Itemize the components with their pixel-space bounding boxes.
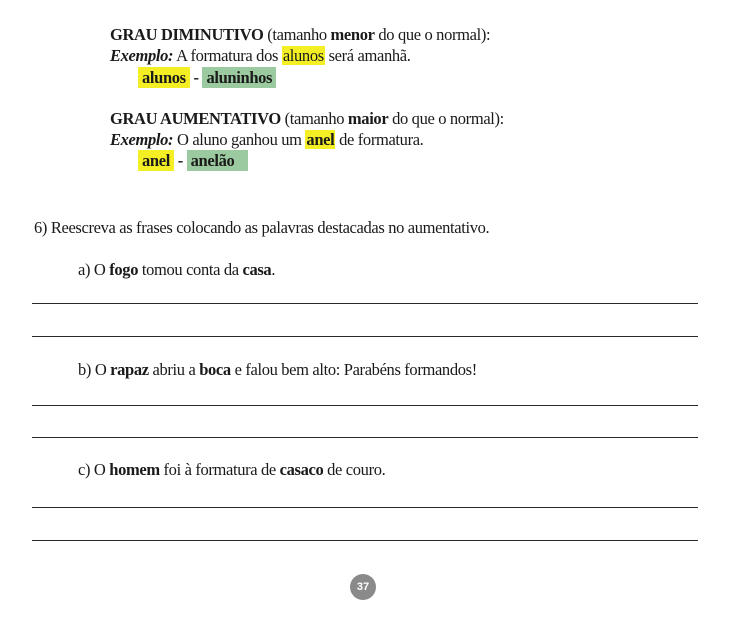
item-c: c) O homem foi à formatura de casaco de couro. xyxy=(78,460,386,479)
exemplo-label: Exemplo: xyxy=(110,130,174,149)
result-chip: aluninhos xyxy=(202,67,276,88)
aumentativo-pair: anel - anelão xyxy=(138,150,248,171)
question-6 xyxy=(34,218,489,238)
highlighted-word: anel xyxy=(306,130,335,149)
page-number: 37 xyxy=(350,574,376,600)
exemplo-label: Exemplo: xyxy=(110,46,174,65)
aumentativo-definition: GRAU AUMENTATIVO (tamanho maior do que o normal): xyxy=(110,109,504,128)
aumentativo-title: GRAU AUMENTATIVO xyxy=(110,109,281,128)
diminutivo-title: GRAU DIMINUTIVO xyxy=(110,25,264,44)
result-chip: anelão xyxy=(187,150,249,171)
word-chip: anel xyxy=(138,150,174,171)
answer-line[interactable] xyxy=(32,336,698,337)
diminutivo-definition: GRAU DIMINUTIVO (tamanho menor do que o normal): xyxy=(110,25,491,44)
item-a: a) O fogo tomou conta da casa. xyxy=(78,260,276,279)
answer-line[interactable] xyxy=(32,405,698,406)
answer-line[interactable] xyxy=(32,303,698,304)
answer-line[interactable] xyxy=(32,540,698,541)
question-number: 6) xyxy=(34,218,48,237)
highlighted-word: alunos xyxy=(282,46,324,65)
item-b: b) O rapaz abriu a boca e falou bem alto: Parabéns formandos! xyxy=(78,360,477,379)
diminutivo-pair: alunos - aluninhos xyxy=(138,67,276,88)
diminutivo-example: Exemplo: A formatura dos alunos será amanhã. xyxy=(110,46,411,65)
answer-line[interactable] xyxy=(32,437,698,438)
answer-line[interactable] xyxy=(32,507,698,508)
question-text: Reescreva as frases colocando as palavras destacadas no aumentativo. xyxy=(47,218,490,237)
aumentativo-example: Exemplo: O aluno ganhou um anel de formatura. xyxy=(110,130,424,149)
word-chip: alunos xyxy=(138,67,190,88)
